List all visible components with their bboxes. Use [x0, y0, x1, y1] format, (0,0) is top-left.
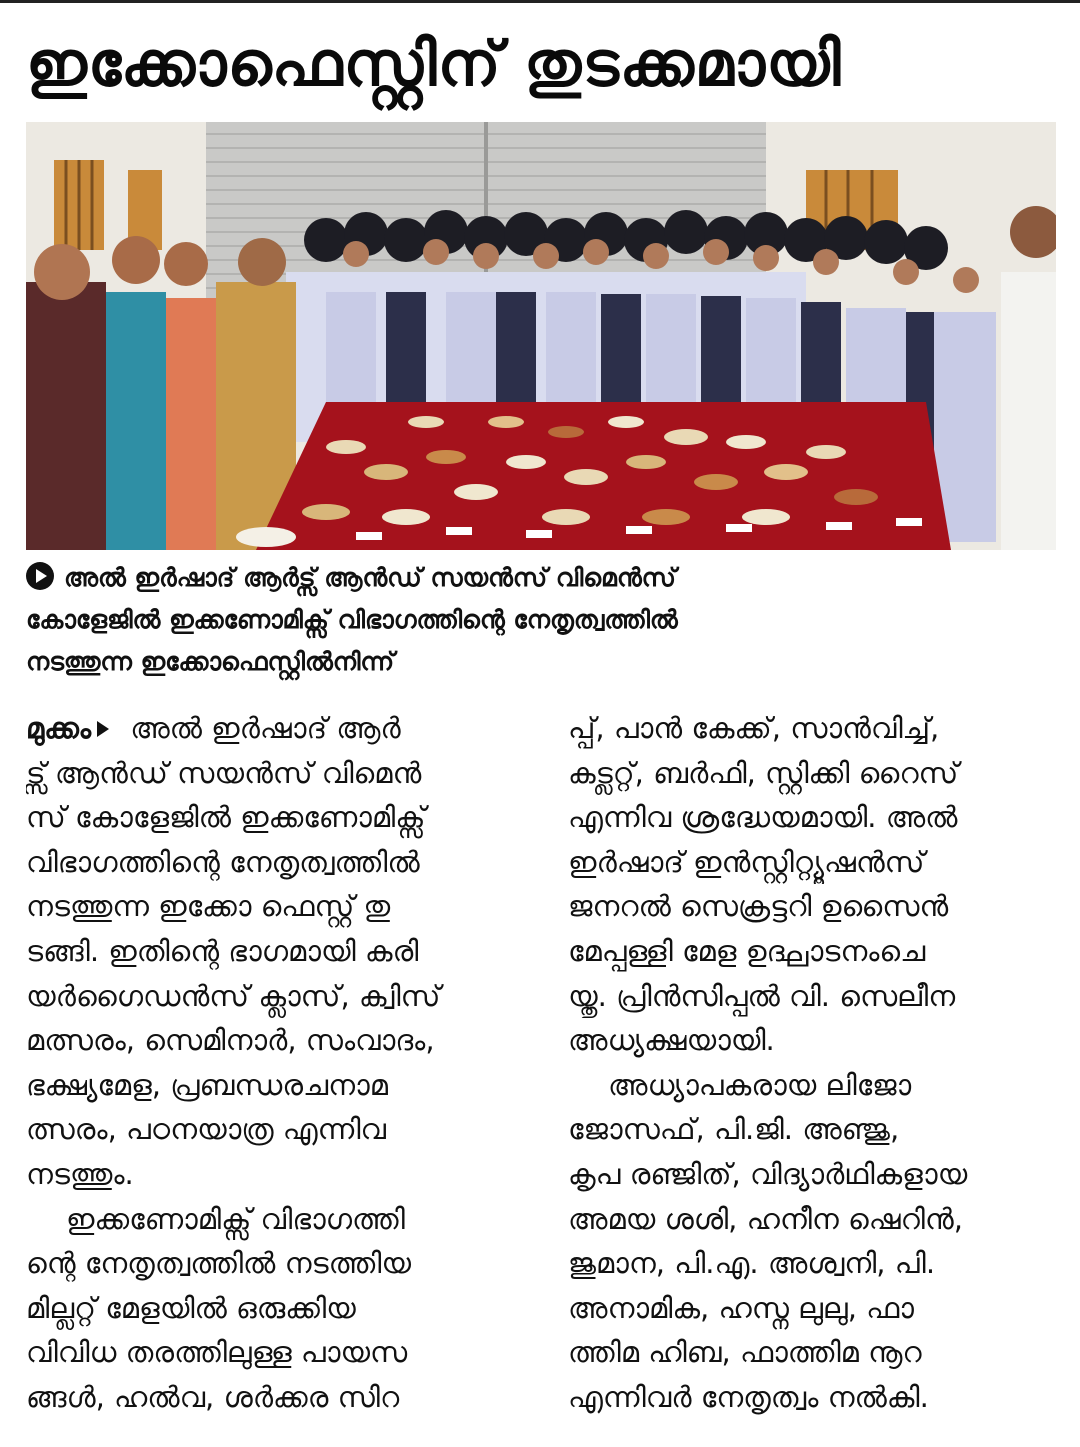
- article-line: പ്പ്, പാൻ കേക്ക്, സാൻവിച്ച്,: [568, 711, 940, 745]
- article-line: വിവിധ തരത്തിലുള്ള പായസ: [26, 1335, 408, 1370]
- article-line: കട്ലറ്റ്, ബർഫി, സ്റ്റിക്കി റൈസ്: [568, 755, 959, 790]
- article-line: കൃപ രഞ്ജിത്, വിദ്യാർഥികളായ: [568, 1156, 968, 1191]
- photo-caption: [26, 557, 1056, 683]
- article-line: ത്തിമ ഹിബ, ഫാത്തിമ നൂറ: [568, 1335, 922, 1370]
- article-line: മില്ലറ്റ് മേളയിൽ ഒരുക്കിയ: [26, 1290, 356, 1325]
- news-photo: [26, 122, 1056, 550]
- caption-line: കോളേജിൽ ഇക്കണോമിക്സ് വിഭാഗത്തിന്റെ നേതൃത്വത്തിൽ: [26, 605, 678, 634]
- caption-line: നടത്തുന്ന ഇക്കോഫെസ്റ്റിൽനിന്ന്: [26, 647, 395, 676]
- article-line: ജോസഫ്, പി.ജി. അഞ്ജു,: [568, 1112, 900, 1147]
- article-line: നടത്തും.: [26, 1156, 134, 1191]
- article-line: അമയ ശശി, ഹനീന ഷെറിൻ,: [568, 1201, 963, 1236]
- article-line: മേപ്പള്ളി മേള ഉദ്ഘാടനംചെ: [568, 933, 926, 968]
- play-icon: [26, 562, 54, 590]
- article-line: ങ്ങൾ, ഹൽവ, ശർക്കര സിറ: [26, 1379, 400, 1414]
- article-line: ട്സ് ആൻഡ് സയൻസ് വിമെൻ: [26, 755, 422, 790]
- article-line: ഭക്ഷ്യമേള, പ്രബന്ധരചനാമ: [26, 1067, 388, 1102]
- article-line: എന്നിവ ശ്രദ്ധേയമായി. അൽ: [568, 800, 958, 835]
- article-line: എന്നിവർ നേതൃത്വം നൽകി.: [568, 1379, 929, 1414]
- top-rule: [0, 0, 1080, 3]
- caption-line: അൽ ഇർഷാദ് ആർട്സ് ആൻഡ് സയൻസ് വിമെൻസ്: [26, 557, 1056, 599]
- article-column-left: [26, 706, 514, 1420]
- article-column-right: [568, 706, 1056, 1420]
- article-line: ഇർഷാദ് ഇൻസ്റ്റിറ്റ്യൂഷൻസ്: [568, 844, 925, 879]
- article-line: മുക്കം അൽ ഇർഷാദ് ആർ: [26, 711, 401, 745]
- article-line: ഇക്കണോമിക്സ് വിഭാഗത്തി: [66, 1201, 405, 1236]
- article-line: ജനറൽ സെക്രട്ടറി ഉസൈൻ: [568, 889, 949, 924]
- photo-illustration: [26, 122, 1056, 550]
- article-line: സ് കോളേജിൽ ഇക്കണോമിക്സ്: [26, 800, 426, 835]
- article-line: ടങ്ങി. ഇതിന്റെ ഭാഗമായി കരി: [26, 933, 419, 968]
- article-line: ന്റെ നേതൃത്വത്തിൽ നടത്തിയ: [26, 1246, 412, 1281]
- article-line: അനാമിക, ഹസ്ന ലുലു, ഫാ: [568, 1290, 914, 1325]
- article-line: വിഭാഗത്തിന്റെ നേതൃത്വത്തിൽ: [26, 844, 420, 879]
- article-line: അധ്യാപകരായ ലിജോ: [608, 1067, 912, 1102]
- article-line: യർഗൈഡൻസ് ക്ലാസ്, ക്വിസ്: [26, 978, 441, 1013]
- dateline-place: മുക്കം: [26, 711, 91, 745]
- article-line: ജുമാന, പി.എ. അശ്വനി, പി.: [568, 1246, 936, 1281]
- article-line: യ്തു. പ്രിൻസിപ്പൽ വി. സെലീന: [568, 978, 956, 1013]
- article-line: ത്സരം, പഠനയാത്ര എന്നിവ: [26, 1112, 386, 1147]
- dateline-arrow-icon: [97, 721, 109, 737]
- article-line: അധ്യക്ഷയായി.: [568, 1023, 775, 1058]
- headline: ഇക്കോഫെസ്റ്റിന് തുടക്കമായി: [26, 27, 842, 100]
- article-line: മത്സരം, സെമിനാർ, സംവാദം,: [26, 1023, 435, 1058]
- article-line: നടത്തുന്ന ഇക്കോ ഫെസ്റ്റ് തു: [26, 889, 391, 924]
